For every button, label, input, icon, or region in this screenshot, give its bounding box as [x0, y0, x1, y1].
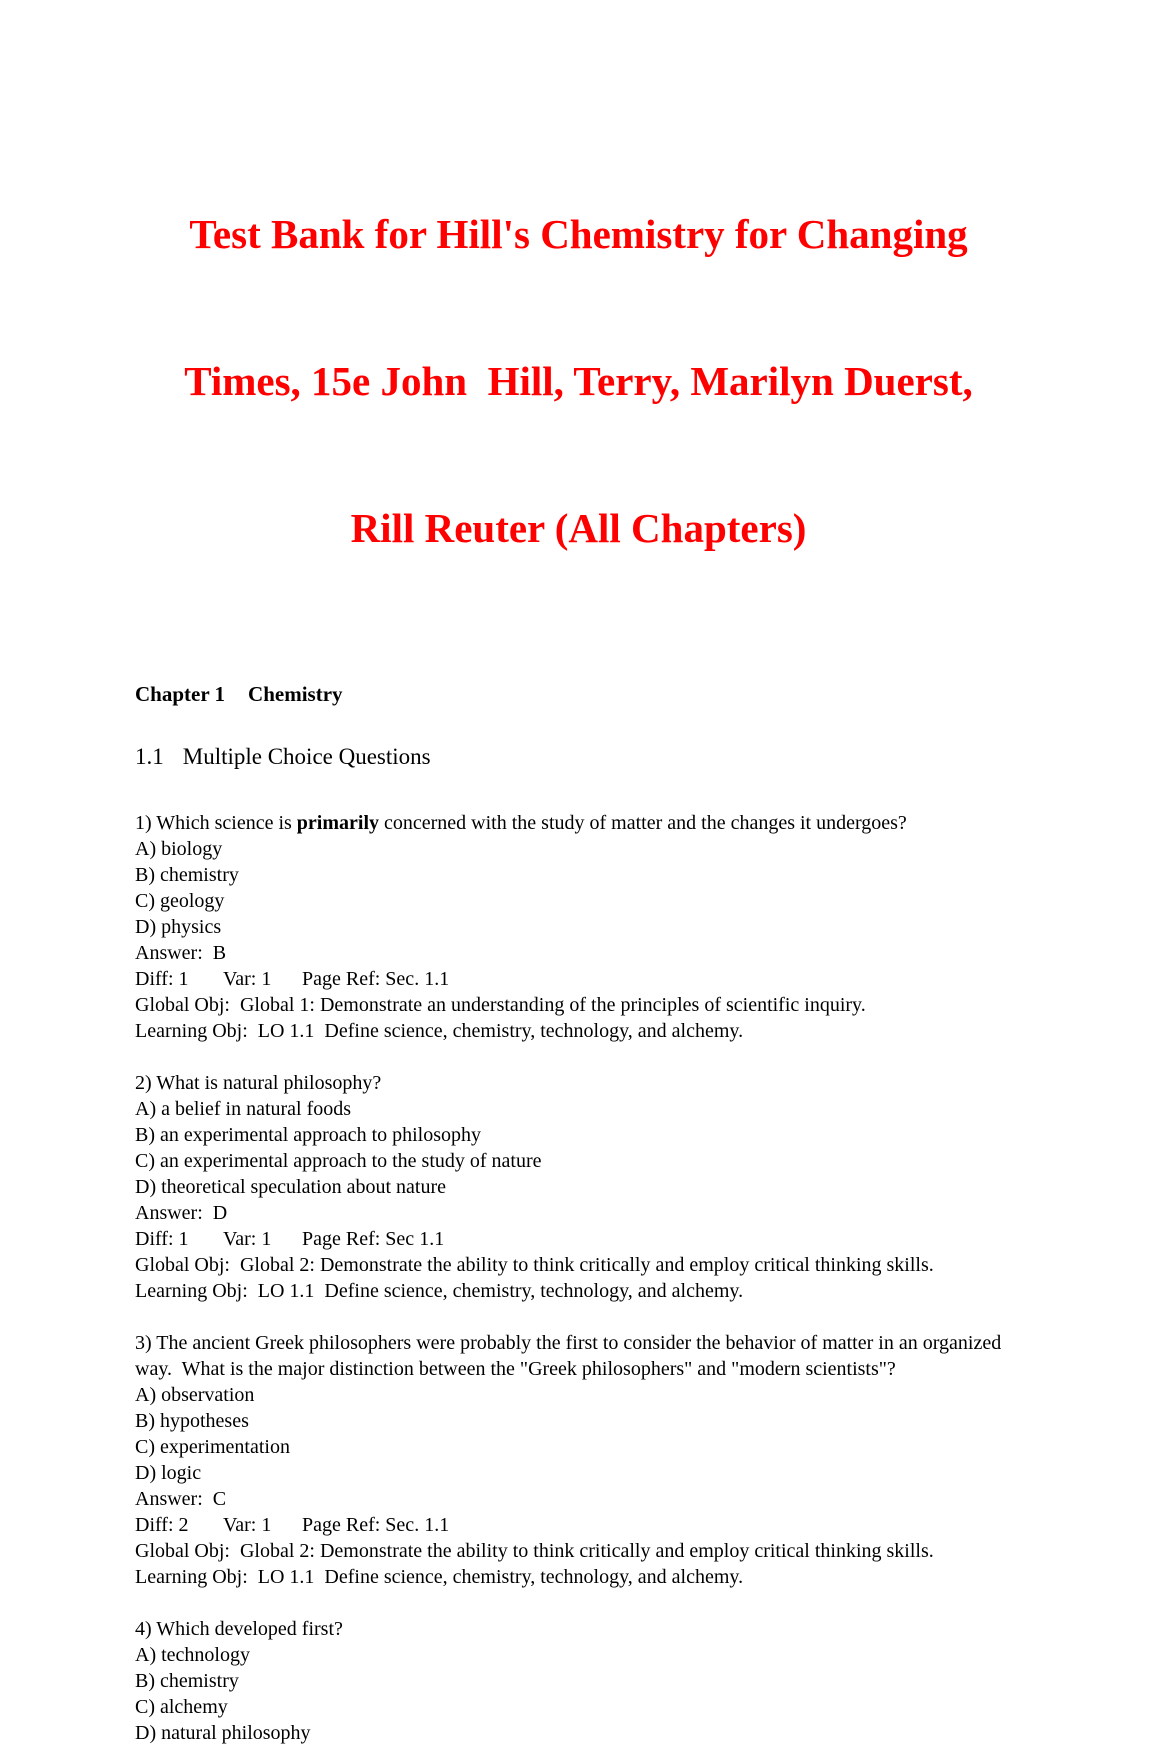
question-block-3 [135, 1330, 1040, 1590]
chapter-name: Chemistry [248, 682, 343, 706]
question-3-choice-d: D) logic [135, 1462, 202, 1484]
section-number: 1.1 [135, 744, 164, 769]
question-1-choice-a: A) biology [135, 838, 223, 860]
question-1-meta [135, 966, 1040, 992]
question-3-global-obj: Global Obj: Global 2: Demonstrate the ability to think critically and employ critical thinking skills. [135, 1540, 934, 1562]
question-3-learning-obj: Learning Obj: LO 1.1 Define science, chemistry, technology, and alchemy. [135, 1566, 744, 1588]
question-4-prompt [135, 1616, 1040, 1642]
question-2-choice-d: D) theoretical speculation about nature [135, 1176, 446, 1198]
page-ref-value: Page Ref: Sec. 1.1 [302, 968, 450, 990]
title-line-2: Times, 15e John Hill, Terry, Marilyn Duerst, [184, 358, 973, 404]
diff-value: Diff: 2 [135, 1514, 189, 1536]
prompt-text: 1) Which science is [135, 812, 297, 834]
document-content [135, 681, 1040, 1746]
question-1-learning-obj: Learning Obj: LO 1.1 Define science, chemistry, technology, and alchemy. [135, 1020, 744, 1042]
question-2-choice-b: B) an experimental approach to philosophy [135, 1124, 482, 1146]
diff-value: Diff: 1 [135, 1228, 189, 1250]
question-1-answer: Answer: B [135, 942, 227, 964]
question-1-global-obj: Global Obj: Global 1: Demonstrate an understanding of the principles of scientific inquiry. [135, 994, 866, 1016]
prompt-text: 2) What is natural philosophy? [135, 1072, 382, 1094]
prompt-text: 3) The ancient Greek philosophers were probably the first to consider the behavior of matter in an organized way. What is the major distinction between the "Greek philosophers" and "modern scientists"? [135, 1332, 1007, 1380]
question-4-choice-c: C) alchemy [135, 1696, 228, 1718]
question-1-choice-b: B) chemistry [135, 864, 239, 886]
question-4-choice-b: B) chemistry [135, 1670, 239, 1692]
question-block-1 [135, 810, 1040, 1044]
question-2-choice-a: A) a belief in natural foods [135, 1098, 352, 1120]
diff-value: Diff: 1 [135, 968, 189, 990]
page-ref-value: Page Ref: Sec. 1.1 [302, 1514, 450, 1536]
question-3-meta [135, 1512, 1040, 1538]
prompt-text: concerned with the study of matter and the changes it undergoes? [379, 812, 907, 834]
title-line-3: Rill Reuter (All Chapters) [350, 505, 807, 551]
prompt-bold-word: primarily [296, 812, 380, 834]
question-2-prompt [135, 1070, 1040, 1096]
question-2-answer: Answer: D [135, 1202, 228, 1224]
question-2-choice-c: C) an experimental approach to the study of nature [135, 1150, 542, 1172]
chapter-heading [135, 681, 1040, 707]
question-3-choice-a: A) observation [135, 1384, 255, 1406]
question-2-global-obj: Global Obj: Global 2: Demonstrate the ability to think critically and employ critical thinking skills. [135, 1254, 934, 1276]
question-block-4 [135, 1616, 1040, 1746]
question-3-answer: Answer: C [135, 1488, 227, 1510]
section-name: Multiple Choice Questions [182, 744, 431, 769]
var-value: Var: 1 [223, 1514, 272, 1536]
question-4-choice-a: A) technology [135, 1644, 250, 1666]
question-block-2 [135, 1070, 1040, 1304]
prompt-text: 4) Which developed first? [135, 1618, 343, 1640]
question-3-choice-c: C) experimentation [135, 1436, 290, 1458]
question-2-learning-obj: Learning Obj: LO 1.1 Define science, chemistry, technology, and alchemy. [135, 1280, 744, 1302]
question-1-choice-c: C) geology [135, 890, 225, 912]
document-title [60, 112, 1097, 651]
question-1-prompt [135, 810, 1040, 836]
question-3-prompt [135, 1330, 1040, 1382]
section-heading [135, 744, 1040, 770]
question-2-meta [135, 1226, 1040, 1252]
question-3-choice-b: B) hypotheses [135, 1410, 249, 1432]
question-1-choice-d: D) physics [135, 916, 222, 938]
var-value: Var: 1 [223, 1228, 272, 1250]
page-ref-value: Page Ref: Sec 1.1 [302, 1228, 445, 1250]
chapter-number: Chapter 1 [135, 682, 226, 706]
question-4-choice-d: D) natural philosophy [135, 1722, 311, 1744]
document-page [0, 112, 1157, 1749]
var-value: Var: 1 [223, 968, 272, 990]
title-line-1: Test Bank for Hill's Chemistry for Changing [189, 211, 968, 257]
